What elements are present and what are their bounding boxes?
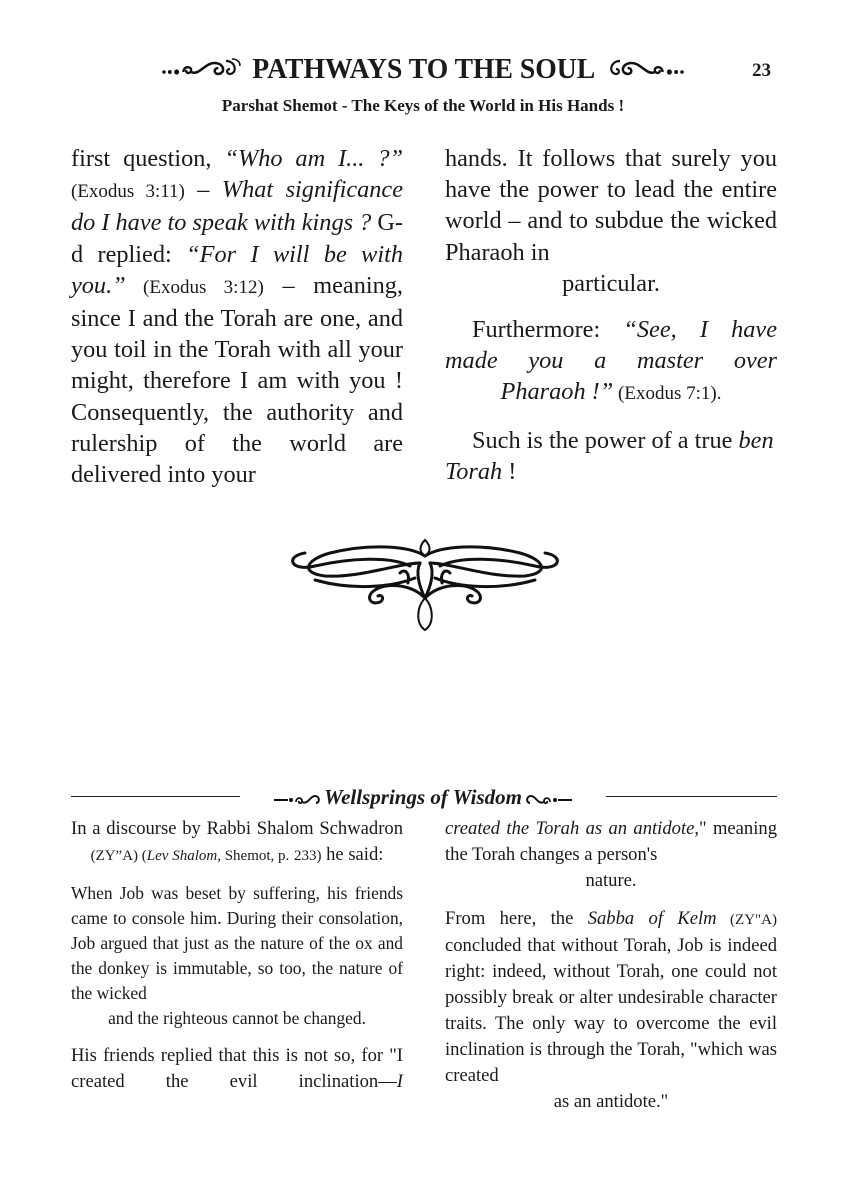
paragraph: created the Torah as an antidote," meaning the Torah changes a person's — [445, 818, 777, 865]
paragraph: Furthermore: “See, I have made you a master over — [445, 316, 777, 375]
main-left-column — [71, 143, 403, 490]
quote: “For I will be with you.” — [71, 240, 403, 299]
quote: What significance do I have to speak with kings ? — [71, 176, 404, 237]
citation: (Exodus 7:1). — [613, 383, 722, 405]
paragraph-end — [445, 376, 777, 409]
main-right-column — [445, 143, 777, 487]
wellsprings-header — [240, 784, 606, 810]
book-title-line — [137, 50, 709, 91]
left-scroll-ornament-icon — [160, 51, 245, 91]
citation: (Exodus 3:11) — [71, 181, 185, 203]
paragraph: From here, the Sabba of Kelm (ZY"A) concluded that without Torah, Job is indeed right: indeed, without Torah, one could not possibly break or alter undesirable character traits. The only way to overcome the evil inclination is through the Torah, "which was created — [445, 908, 777, 1086]
page-number: 23 — [752, 60, 771, 81]
paragraph-end: particular. — [562, 269, 660, 297]
wellsprings-right-column — [445, 816, 777, 1115]
left-scroll-ornament-icon — [274, 793, 320, 807]
paragraph: His friends replied that this is not so, for "I created the evil inclination—I — [71, 1045, 403, 1092]
wellsprings-left-column — [71, 816, 403, 1095]
paragraph-end: and the righteous cannot be changed. — [108, 1008, 366, 1028]
quote: “See, I have made you a master over — [445, 316, 777, 375]
paragraph: When Job was beset by suffering, his friends came to console him. During their consolation, Job argued that just as the nature of the ox and the donkey is immutable, so too, the nature of the wicked — [71, 883, 403, 1003]
flourish-ornament-icon — [270, 528, 580, 633]
citation: (Exodus 3:12) — [125, 276, 264, 298]
paragraph: Such is the power of a true ben Torah ! — [445, 426, 774, 485]
wellsprings-title: Wellsprings of Wisdom — [324, 785, 522, 809]
paragraph-end: nature. — [585, 870, 637, 891]
paragraph: hands. It follows that surely you have the power to lead the entire world – and to subdue the wicked Pharaoh in — [445, 145, 777, 266]
paragraph: In a discourse by Rabbi Shalom Schwadron (ZY”A) (Lev Shalom, Shemot, p. 233) he said: — [71, 818, 403, 865]
book-title: PATHWAYS TO THE SOUL — [252, 54, 594, 85]
right-scroll-ornament-icon — [601, 51, 686, 91]
paragraph: first question, “Who am I... ?” (Exodus 3:11) – What significance do I have to speak with kings ? G-d replied: “For I will be with you.” (Exodus 3:12) – meaning, since I and the Torah are one, and you toil in the Torah with all your might, therefore I am with you ! Consequently, the authority and rulership of the world are delivered into your — [71, 145, 404, 489]
paragraph-end: as an antidote." — [553, 1091, 669, 1112]
quote: “Who am I... ?” — [224, 145, 403, 172]
quote: Pharaoh !” — [500, 378, 614, 406]
chapter-subtitle: Parshat Shemot - The Keys of the World in His Hands ! — [221, 96, 625, 115]
running-head — [0, 50, 846, 90]
right-scroll-ornament-icon — [526, 793, 572, 807]
